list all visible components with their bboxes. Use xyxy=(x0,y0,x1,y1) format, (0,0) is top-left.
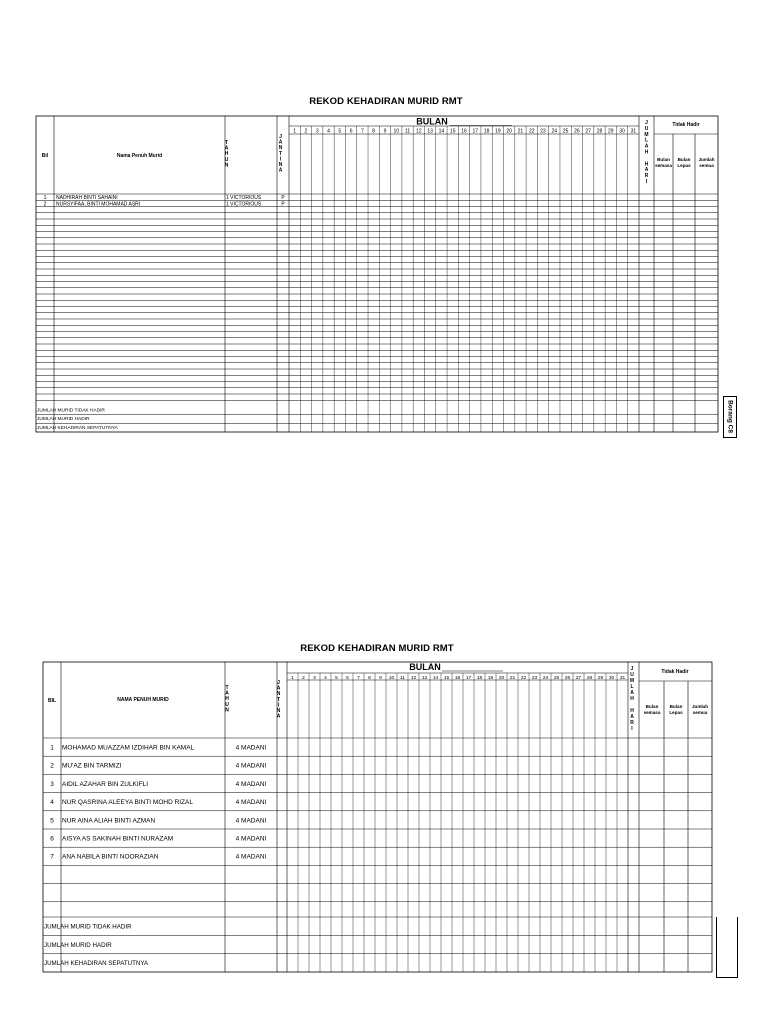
header-jantina: N xyxy=(278,145,283,152)
day-number: 24 xyxy=(551,128,558,135)
header-tahun: N xyxy=(225,707,229,714)
day-number: 19 xyxy=(487,676,494,681)
table1-title: REKOD KEHADIRAN MURID RMT xyxy=(309,96,463,107)
day-number: 26 xyxy=(574,128,580,135)
cell-bil: 5 xyxy=(50,817,54,825)
header-jumlah-hari: H xyxy=(630,708,634,714)
cell-nama: MOHAMAD MUAZZAM IZDIHAR BIN KAMAL xyxy=(62,744,195,752)
day-number: 18 xyxy=(476,676,483,681)
footer-label: JUMLAH MURID HADIR xyxy=(37,417,90,423)
day-number: 29 xyxy=(607,128,614,135)
header-jantina: A xyxy=(278,139,283,146)
cell-bil: 4 xyxy=(50,799,54,807)
day-number: 4 xyxy=(327,128,330,135)
cell-tahun: 4 MADANI xyxy=(235,853,267,861)
day-number: 22 xyxy=(520,676,527,681)
form-code-label: Borang C8 xyxy=(726,400,734,433)
day-number: 7 xyxy=(360,128,364,135)
day-number: 6 xyxy=(346,676,349,681)
header-jumlah-hari: A xyxy=(644,143,649,150)
day-number: 3 xyxy=(313,676,316,681)
header-jantina: N xyxy=(276,708,281,714)
day-number: 29 xyxy=(597,676,604,681)
header-bulan-semasa: Bulan xyxy=(645,704,659,709)
day-number: 2 xyxy=(304,128,308,135)
header-jumlah-hari: L xyxy=(630,684,634,690)
day-number: 13 xyxy=(421,676,428,681)
header-tidak-hadir: Tidak Hadir xyxy=(672,122,700,128)
day-number: 16 xyxy=(454,676,461,681)
day-number: 4 xyxy=(324,676,327,681)
header-jumlah-hari: H xyxy=(644,149,649,156)
header-tahun: N xyxy=(224,162,229,169)
day-number: 9 xyxy=(379,676,382,681)
day-number: 20 xyxy=(506,128,512,135)
footer-label: JUMLAH MURID TIDAK HADIR xyxy=(37,408,105,414)
cell-bil: 1 xyxy=(43,195,47,201)
header-tidak-hadir: Tidak Hadir xyxy=(661,669,689,675)
cell-bil: 6 xyxy=(50,835,54,843)
day-number: 27 xyxy=(575,676,582,681)
day-number: 3 xyxy=(315,128,319,135)
day-number: 17 xyxy=(472,128,479,135)
day-number: 30 xyxy=(608,676,615,681)
cell-tahun: 4 MADANI xyxy=(235,744,267,752)
table2-title: REKOD KEHADIRAN MURID RMT xyxy=(300,643,454,654)
cell-jantina: P xyxy=(281,201,285,208)
day-number: 5 xyxy=(338,128,342,135)
header-jumlah-semua: semua xyxy=(699,163,714,168)
cell-tahun: 4 MADANI xyxy=(235,780,267,788)
footer-label: JUMLAH KEHADIRAN SEPATUTNYA xyxy=(37,425,118,431)
cell-tahun: 4 MADANI xyxy=(235,835,267,843)
header-bil: BIL xyxy=(47,698,57,704)
header-jantina: I xyxy=(277,702,280,709)
header-jantina: I xyxy=(279,156,282,163)
header-bulan-lepas: Lepas xyxy=(669,710,683,715)
header-nama: Nama Penuh Murid xyxy=(116,153,163,159)
day-number: 10 xyxy=(388,676,395,681)
header-jumlah-hari: L xyxy=(644,137,649,144)
header-jumlah-hari: J xyxy=(645,120,648,126)
day-number: 23 xyxy=(531,676,538,681)
header-bulan-lepas: Bulan xyxy=(677,157,691,162)
cell-nama: AIDIL AZAHAR BIN ZULKIFLI xyxy=(62,780,149,788)
header-jumlah-hari: J xyxy=(630,666,634,672)
header-jantina: A xyxy=(276,713,281,720)
header-bulan: BULAN xyxy=(416,116,448,127)
day-number: 6 xyxy=(349,128,353,135)
day-number: 2 xyxy=(302,676,305,681)
cell-nama: NUR QASRINA ALEEYA BINTI MOHD RIZAL xyxy=(62,799,193,807)
day-number: 8 xyxy=(372,128,376,135)
day-number: 16 xyxy=(461,128,467,135)
day-number: 31 xyxy=(619,676,626,681)
cell-jantina: P xyxy=(281,195,285,201)
day-number: 11 xyxy=(404,128,411,135)
header-jantina: T xyxy=(278,150,283,157)
cell-nama: NURSYIFAA, BINTI MOHAMAD ASRI xyxy=(56,201,141,208)
header-jumlah-hari: A xyxy=(644,167,649,174)
header-tahun: H xyxy=(224,151,229,158)
day-number: 12 xyxy=(410,676,417,681)
day-number: 15 xyxy=(443,676,450,681)
header-tahun: T xyxy=(224,140,229,146)
cell-tahun: 4 MADANI xyxy=(235,799,267,807)
footer-label: JUMLAH KEHADIRAN SEPATUTNYA xyxy=(44,960,149,968)
header-jantina: T xyxy=(276,696,281,703)
day-number: 25 xyxy=(553,676,560,681)
header-jantina: A xyxy=(278,167,283,174)
day-number: 14 xyxy=(432,676,439,681)
cell-nama: MU'AZ BIN TARMIZI xyxy=(62,762,122,770)
day-number: 28 xyxy=(586,676,593,681)
footer-label: JUMLAH MURID TIDAK HADIR xyxy=(44,923,132,931)
day-number: 1 xyxy=(293,128,297,135)
header-jumlah-hari: A xyxy=(630,690,634,696)
cell-bil: 7 xyxy=(50,853,54,861)
day-number: 27 xyxy=(585,128,591,135)
cell-tahun: 1 VICTORIOUS xyxy=(226,195,262,201)
header-bulan-semasa: semasa xyxy=(655,163,672,168)
header-tahun: U xyxy=(224,156,229,163)
cell-bil: 1 xyxy=(50,744,54,752)
day-number: 14 xyxy=(438,128,445,135)
cell-nama: AISYA AS SAKINAH BINTI NURAZAM xyxy=(62,835,174,843)
day-number: 20 xyxy=(498,676,505,681)
day-number: 8 xyxy=(368,676,371,681)
header-jumlah-hari: R xyxy=(630,720,634,726)
header-jumlah-hari: A xyxy=(630,714,634,720)
side-bracket xyxy=(716,917,738,978)
header-jumlah-hari: I xyxy=(645,179,648,185)
header-jantina: J xyxy=(279,134,282,140)
header-jantina: N xyxy=(278,162,283,168)
day-number: 1 xyxy=(291,676,294,681)
header-tahun: A xyxy=(224,145,229,152)
cell-bil: 2 xyxy=(43,201,47,208)
day-number: 18 xyxy=(483,128,490,135)
footer-label: JUMLAH MURID HADIR xyxy=(44,941,112,949)
day-number: 15 xyxy=(449,128,456,135)
header-nama: NAMA PENUH MURID xyxy=(117,697,169,703)
day-number: 23 xyxy=(540,128,546,135)
day-number: 22 xyxy=(528,128,535,135)
cell-nama: NADHIRAH BINTI SAHAINI xyxy=(56,195,118,201)
day-number: 21 xyxy=(509,676,516,681)
header-jumlah-hari: R xyxy=(644,173,649,180)
day-number: 9 xyxy=(383,128,387,135)
cell-nama: NUR AINA ALIAH BINTI AZMAN xyxy=(62,817,156,825)
header-bulan-semasa: semasa xyxy=(643,710,661,715)
header-bulan-lepas: Bulan xyxy=(669,704,683,709)
day-number: 21 xyxy=(517,128,524,135)
header-tahun: U xyxy=(225,701,229,708)
header-bulan: BULAN xyxy=(409,662,441,672)
header-tahun: T xyxy=(225,685,229,691)
header-jumlah-hari: M xyxy=(644,131,649,138)
day-number: 30 xyxy=(619,128,625,135)
header-jumlah-hari: I xyxy=(631,726,633,732)
header-jumlah-semua: Jumlah xyxy=(691,704,709,709)
cell-tahun: 4 MADANI xyxy=(235,762,267,770)
cell-bil: 3 xyxy=(50,780,54,788)
day-number: 5 xyxy=(335,676,338,681)
header-jumlah-hari: H xyxy=(644,161,649,168)
header-tahun: A xyxy=(225,690,229,697)
header-jumlah-hari: U xyxy=(644,125,649,132)
cell-bil: 2 xyxy=(50,762,54,770)
cell-tahun: 1 VICTORIOUS xyxy=(226,201,262,208)
header-jantina: J xyxy=(277,680,280,686)
day-number: 13 xyxy=(427,128,433,135)
header-jumlah-semua: semua xyxy=(692,710,708,715)
header-jumlah-hari: H xyxy=(630,696,634,702)
day-number: 19 xyxy=(495,128,501,135)
day-number: 28 xyxy=(596,128,603,135)
header-jumlah-hari: U xyxy=(630,672,634,678)
header-tahun: H xyxy=(225,696,229,703)
day-number: 10 xyxy=(393,128,400,135)
day-number: 31 xyxy=(630,128,637,135)
header-jantina: N xyxy=(276,691,281,698)
day-number: 25 xyxy=(562,128,569,135)
header-bil: Bil xyxy=(41,153,49,159)
day-number: 11 xyxy=(400,676,405,681)
header-bulan-lepas: Lepas xyxy=(677,163,691,168)
cell-nama: ANA NABILA BINTI NOORAZIAN xyxy=(62,853,159,861)
cell-tahun: 4 MADANI xyxy=(235,817,267,825)
header-bulan-semasa: Bulan xyxy=(657,157,670,162)
day-number: 17 xyxy=(465,676,472,681)
day-number: 7 xyxy=(357,676,360,681)
day-number: 26 xyxy=(564,676,571,681)
day-number: 12 xyxy=(416,128,422,135)
header-jumlah-semua: Jumlah xyxy=(698,157,715,162)
header-jantina: A xyxy=(276,685,281,692)
day-number: 24 xyxy=(542,676,549,681)
header-jumlah-hari: M xyxy=(629,678,635,684)
